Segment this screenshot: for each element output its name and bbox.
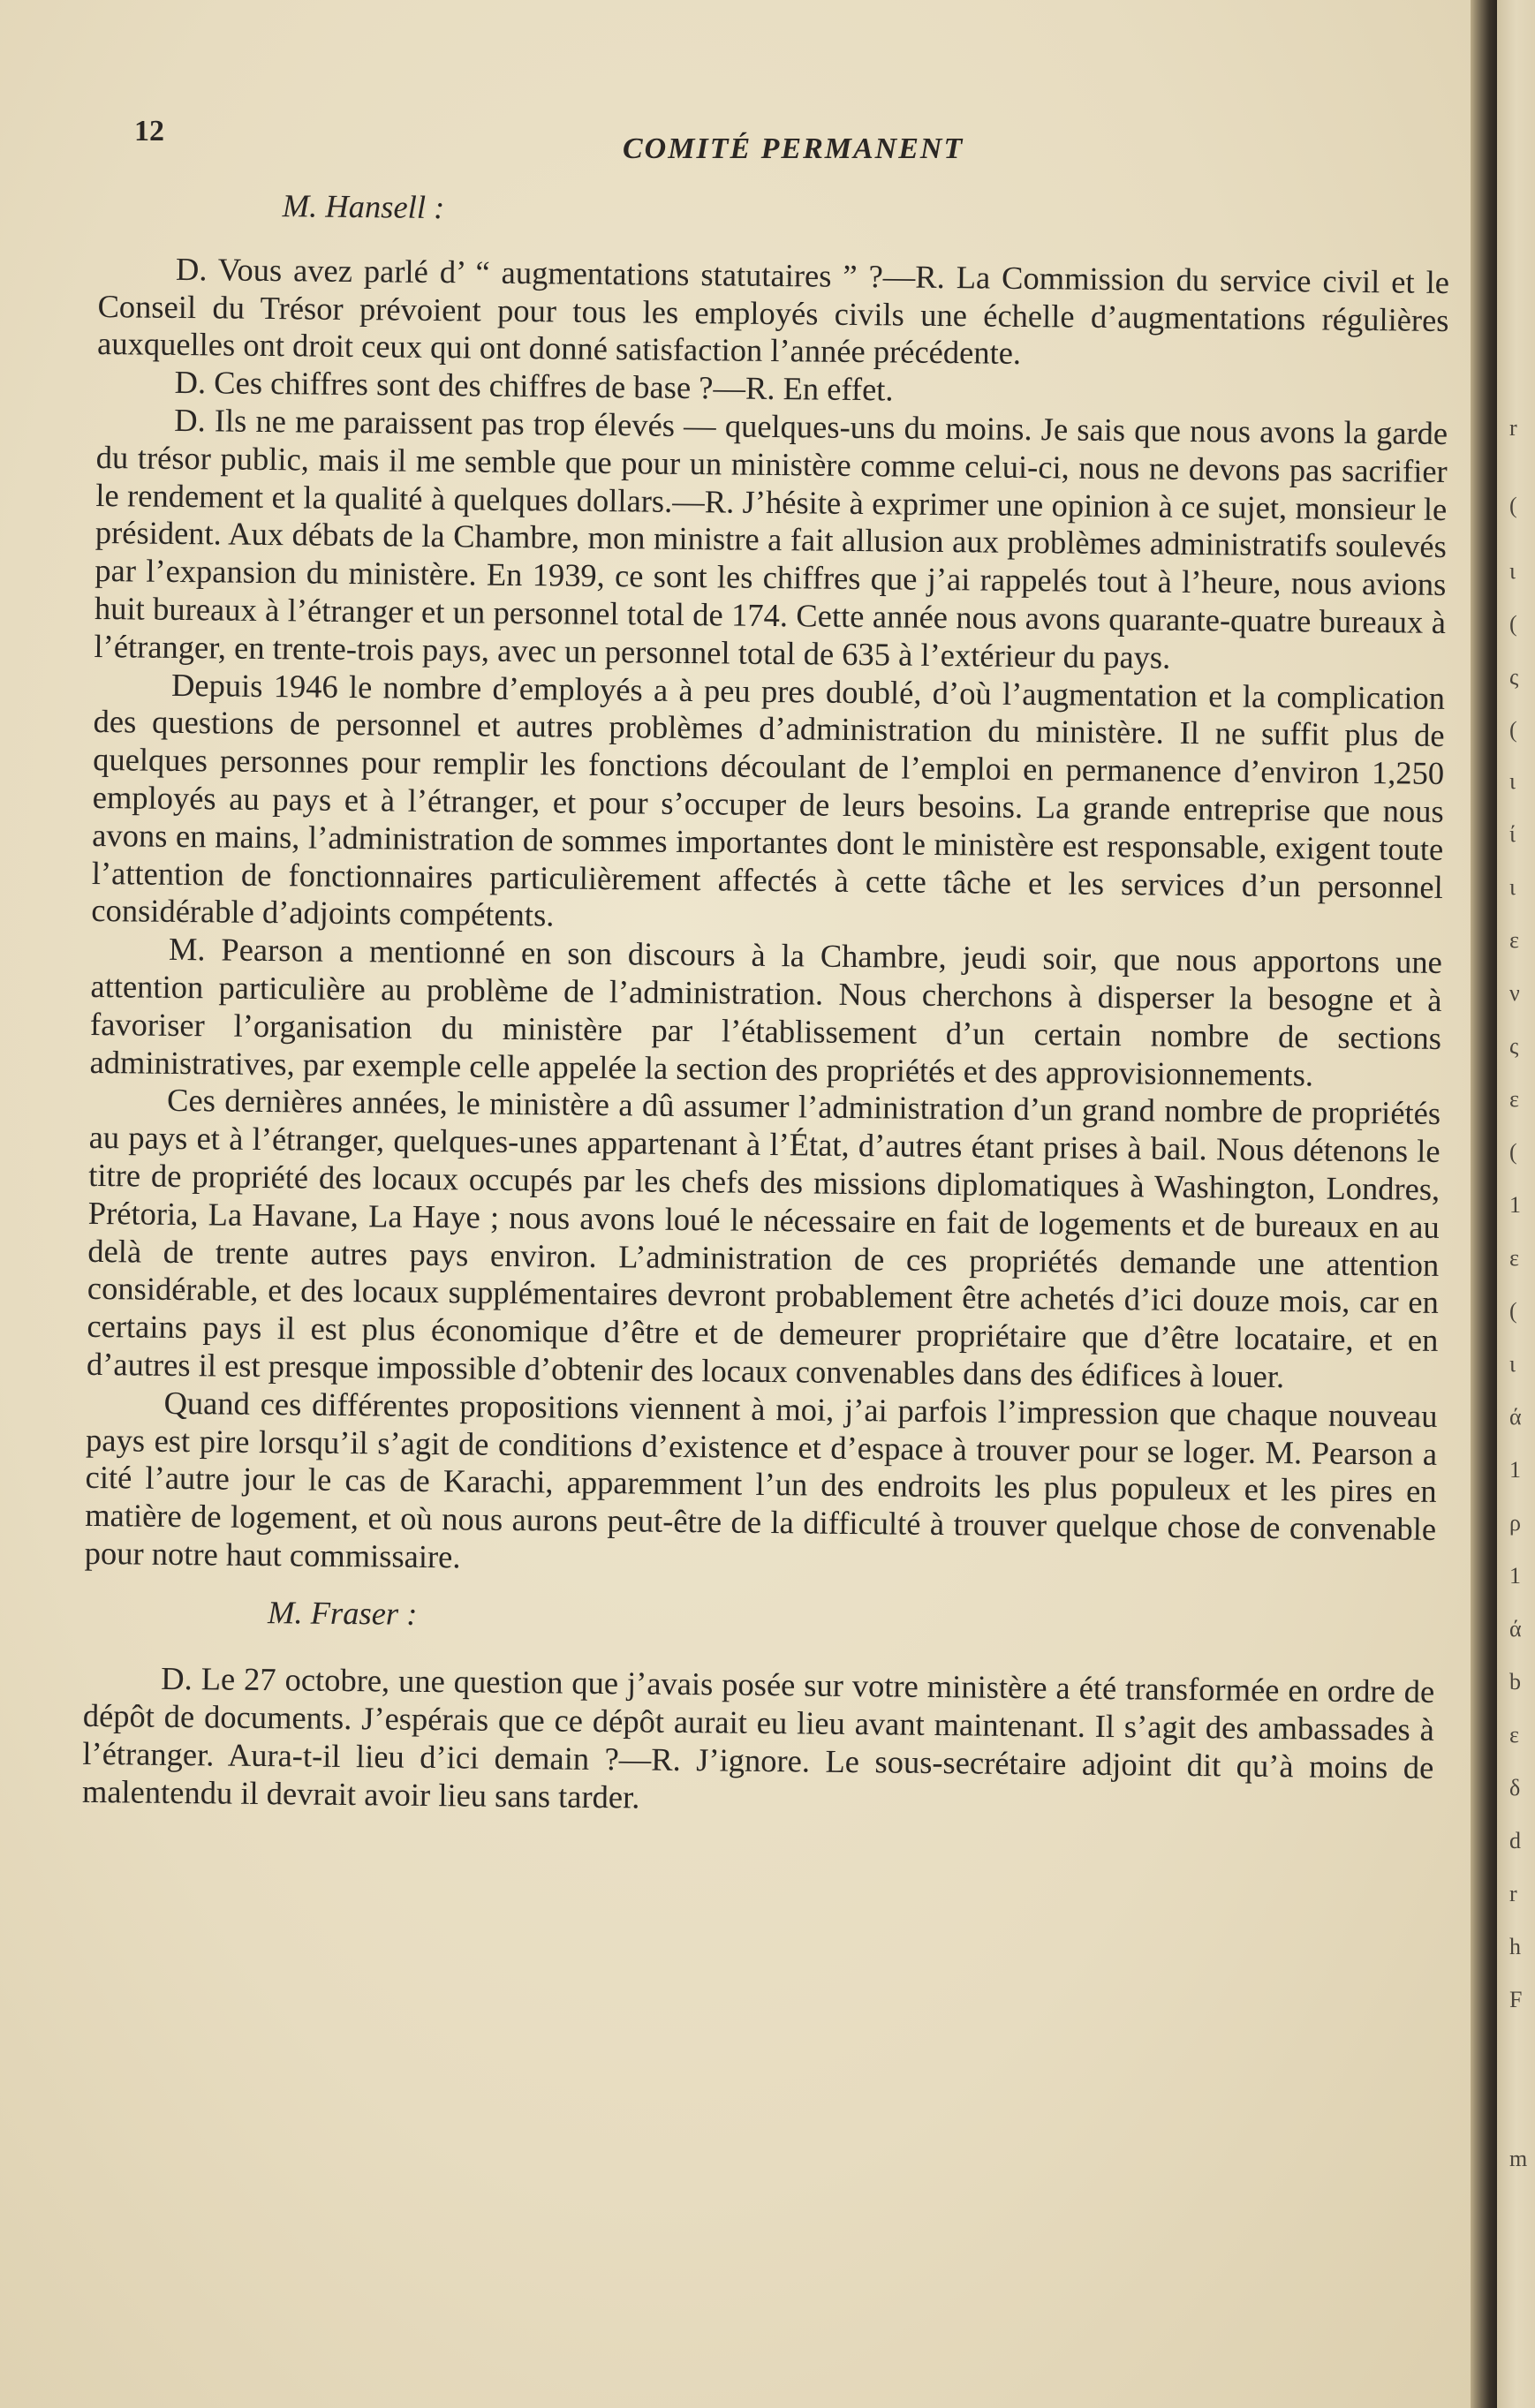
margin-fragment: d <box>1509 1828 1521 1853</box>
book-gutter <box>1471 0 1497 2408</box>
transcript-body <box>82 185 1450 1825</box>
margin-fragment: ί <box>1509 821 1516 847</box>
margin-fragment: ε <box>1509 1722 1519 1747</box>
page-number: 12 <box>134 115 164 147</box>
paragraph: Depuis 1946 le nombre d’employés a à peu pres doublé, d’où l’augmentation et la complication des questions de personnel et autres problèmes d’administration du ministère. Il ne suffit plus de quelques personnes pour remplir les fonctions découlant de l’emploi en permanence d’environ 1,250 employés au pays et à l’étranger, et pour s’occuper de leurs besoins. La grande entreprise que nous avons en mains, l’administration de sommes importantes dont le ministère est responsable, exigent toute l’attention de fonctionnaires particulièrement affectés à cette tâche et les services d’un personnel considérable d’adjoints compétents. <box>91 666 1446 933</box>
margin-fragment: 1 <box>1509 1563 1521 1589</box>
margin-fragment: ( <box>1509 611 1517 637</box>
margin-fragment: ι <box>1509 1351 1516 1377</box>
speaker-label: M. Fraser : <box>267 1593 418 1632</box>
paragraph: D. Le 27 octobre, une question que j’avais posée sur votre ministère a été transformée en ordre de dépôt de documents. J’espérais que ce dépôt aurait eu lieu avant maintenant. Il s’agit des ambassades à l’étranger. Aura-t-il lieu d’ici demain ?—R. J’ignore. Le sous-secrétaire adjoint dit qu’à moins de malentendu il devrait avoir lieu sans tarder. <box>81 1660 1435 1815</box>
margin-fragment: r <box>1509 415 1517 441</box>
running-title: COMITÉ PERMANENT <box>623 132 964 165</box>
margin-fragment: F <box>1509 1987 1523 2012</box>
margin-fragment: ν <box>1509 980 1520 1006</box>
margin-fragment: r <box>1509 1881 1517 1906</box>
paragraph: D. Ces chiffres sont des chiffres de base ?—R. En effet. <box>174 364 894 408</box>
paragraph: Ces dernières années, le ministère a dû assumer l’administration d’un grand nombre de propriétés au pays et à l’étranger, quelques-unes appartenant à l’État, d’autres étant prises à bail. Nous détenons le titre de propriété des locaux occupés par les chefs des missions diplomatiques à Washington, Londres, Prétoria, La Havane, La Haye ; nous avons loué le nécessaire en fait de logements et de bureaux en au delà de trente autres pays environ. L’administration de ces propriétés demande une attention considérable, et des locaux supplémentaires devront probablement être achetés d’ici douze mois, car en certains pays il est plus économique d’être et de demeurer propriétaire que d’être locataire, et en d’autres il est presque impossible d’obtenir des locaux convenables dans des édifices à louer. <box>86 1082 1441 1395</box>
paragraph: D. Vous avez parlé d’ “ augmentations statutaires ” ?—R. La Commission du service civil et le Conseil du Trésor prévoient pour tous les employés civils une échelle d’augmentations régulières auxquelles ont droit ceux qui ont donné satisfaction l’année précédente. <box>96 250 1450 372</box>
margin-fragment: ε <box>1509 1086 1519 1112</box>
adjacent-page-edge <box>1497 0 1535 2408</box>
margin-fragment: ς <box>1509 1033 1519 1059</box>
margin-fragment: ς <box>1509 664 1519 690</box>
margin-fragment: δ <box>1509 1775 1521 1800</box>
margin-fragment: ( <box>1509 717 1517 743</box>
margin-fragment: ( <box>1509 493 1517 518</box>
speaker-label: M. Hansell : <box>282 187 445 226</box>
margin-fragment: ( <box>1509 1139 1517 1165</box>
margin-fragment: b <box>1509 1669 1521 1695</box>
paragraph: M. Pearson a mentionné en son discours à la Chambre, jeudi soir, que nous apportons une attention particulière au problème de l’administration. Nous cherchons à disperser la besogne et à favoriser l’organisation du ministère par l’établissement d’un certain nombre de sections administratives, par exemple celle appelée la section des propriétés et des approvisionnements. <box>89 931 1443 1092</box>
margin-fragment: ι <box>1509 558 1516 584</box>
margin-fragment: 1 <box>1509 1192 1521 1218</box>
paragraph: Quand ces différentes propositions viennent à moi, j’ai parfois l’impression que chaque nouveau pays est pire lorsqu’il s’agit de conditions d’existence et d’espace à trouver pour se loger. M. Pearson a cité l’autre jour le cas de Karachi, apparemment l’un des endroits les plus populeux et les pires en matière de logement, et où nous aurons peut-être de la difficulté à trouver quelque chose de convenable pour notre haut commissaire. <box>84 1384 1438 1575</box>
paragraph: D. Ils ne me paraissent pas trop élevés — quelques-uns du moins. Je sais que nous avons la garde du trésor public, mais il me semble que pour un ministère comme celui-ci, nous ne devons pas sacrifier le rendement et la qualité à quelques dollars.—R. J’hésite à exprimer une opinion à ce sujet, monsieur le président. Aux débats de la Chambre, mon ministre a fait allusion aux problèmes administratifs soulevés par l’expansion du ministère. En 1939, ce sont les chiffres que j’ai rappelés tout à l’heure, nous avions huit bureaux à l’étranger et un personnel total de 174. Cette année nous avons quarante-quatre bureaux à l’étranger, en trente-trois pays, avec un personnel total de 635 à l’extérieur du pays. <box>94 401 1448 676</box>
margin-fragment: 1 <box>1509 1457 1521 1483</box>
margin-fragment: h <box>1509 1934 1521 1959</box>
margin-fragment: ά <box>1509 1616 1522 1642</box>
margin-fragment: ά <box>1509 1404 1522 1430</box>
margin-fragment: ε <box>1509 1245 1519 1271</box>
margin-fragment: ι <box>1509 874 1516 900</box>
margin-fragment: ( <box>1509 1298 1517 1324</box>
margin-fragment: ε <box>1509 927 1519 953</box>
margin-fragment: m <box>1509 2146 1528 2171</box>
margin-fragment: ρ <box>1509 1510 1521 1536</box>
margin-fragment: ι <box>1509 768 1516 794</box>
